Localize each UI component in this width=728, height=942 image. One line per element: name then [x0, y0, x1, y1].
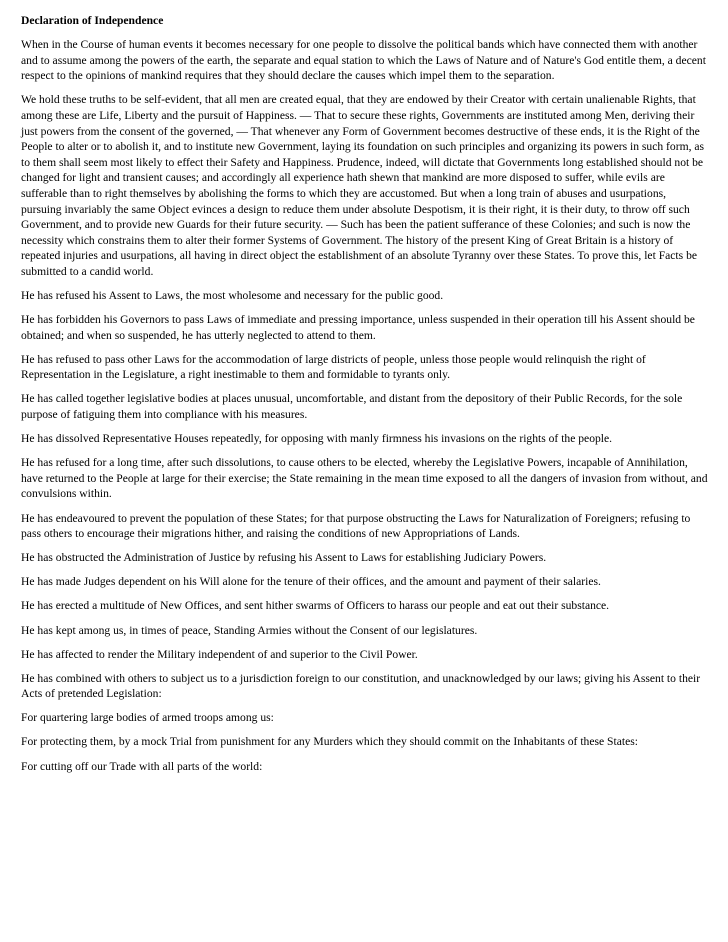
grievance-paragraph: He has obstructed the Administration of Justice by refusing his Assent to Laws for establishing Judiciary Powers.	[21, 551, 547, 565]
grievance-paragraph: He has endeavoured to prevent the population of these States; for that purpose obstructing the Laws for Naturalization of Foreigners; refusing to pass others to encourage their migrations hither, and raising the conditions of new Appropriations of Lands.	[21, 511, 691, 541]
grievance-paragraph: For protecting them, by a mock Trial from punishment for any Murders which they should commit on the Inhabitants of these States:	[21, 735, 638, 749]
grievance-paragraph: He has refused for a long time, after such dissolutions, to cause others to be elected, whereby the Legislative Powers, incapable of Annihilation, have returned to the People at large for their exercise; the State remaining in the mean time exposed to all the dangers of invasion from without, and convulsions within.	[21, 456, 708, 501]
grievance-paragraph: He has made Judges dependent on his Will alone for the tenure of their offices, and the amount and payment of their salaries.	[21, 575, 601, 589]
grievance-paragraph: For cutting off our Trade with all parts of the world:	[21, 759, 263, 773]
grievance-paragraph: For quartering large bodies of armed troops among us:	[21, 711, 274, 725]
grievance-paragraph: He has called together legislative bodies at places unusual, uncomfortable, and distant from the depository of their Public Records, for the sole purpose of fatiguing them into compliance with his measures.	[21, 392, 683, 422]
grievance-paragraph: He has erected a multitude of New Offices, and sent hither swarms of Officers to harass our people and eat out their substance.	[21, 599, 610, 613]
document-page	[21, 13, 709, 783]
grievance-paragraph: He has combined with others to subject us to a jurisdiction foreign to our constitution, and unacknowledged by our laws; giving his Assent to their Acts of pretended Legislation:	[21, 671, 701, 701]
grievance-paragraph: He has kept among us, in times of peace, Standing Armies without the Consent of our legislatures.	[21, 623, 478, 637]
grievance-paragraph: He has refused his Assent to Laws, the most wholesome and necessary for the public good.	[21, 289, 444, 302]
document-title: Declaration of Independence	[21, 14, 164, 27]
grievance-paragraph: He has forbidden his Governors to pass Laws of immediate and pressing importance, unless suspended in their operation till his Assent should be obtained; and when so suspended, he has utterly neglected to attend to them.	[21, 313, 695, 342]
grievance-paragraph: He has affected to render the Military independent of and superior to the Civil Power.	[21, 647, 418, 661]
paragraph-preamble: When in the Course of human events it becomes necessary for one people to dissolve the political bands which have connected them with another and to assume among the powers of the earth, the separate and equal station to which the Laws of Nature and of Nature's God entitle them, a decent respect to the opinions of mankind requires that they should declare the causes which impel them to the separation.	[21, 38, 706, 83]
grievance-paragraph: He has dissolved Representative Houses repeatedly, for opposing with manly firmness his invasions on the rights of the people.	[21, 432, 613, 446]
paragraph-self-evident-truths: We hold these truths to be self-evident, that all men are created equal, that they are endowed by their Creator with certain unalienable Rights, that among these are Life, Liberty and the pursuit of Happiness. — That to secure these rights, Governments are instituted among Men, deriving their just powers from the consent of the governed, — That whenever any Form of Government becomes destructive of these ends, it is the Right of the People to alter or to abolish it, and to institute new Government, laying its foundation on such principles and organizing its powers in such form, as to them shall seem most likely to effect their Safety and Happiness. Prudence, indeed, will dictate that Governments long established should not be changed for light and transient causes; and accordingly all experience hath shewn that mankind are more disposed to suffer, while evils are sufferable than to right themselves by abolishing the forms to which they are accustomed. But when a long train of abuses and usurpations, pursuing invariably the same Object evinces a design to reduce them under absolute Despotism, it is their right, it is their duty, to throw off such Government, and to provide new Guards for their future security. — Such has been the patient sufferance of these Colonies; and such is now the necessity which constrains them to alter their former Systems of Government. The history of the present King of Great Britain is a history of repeated injuries and usurpations, all having in direct object the establishment of an absolute Tyranny over these States. To prove this, let Facts be submitted to a candid world.	[21, 93, 705, 278]
grievance-paragraph: He has refused to pass other Laws for the accommodation of large districts of people, unless those people would relinquish the right of Representation in the Legislature, a right inestimable to them and formidable to tyrants only.	[21, 352, 646, 382]
